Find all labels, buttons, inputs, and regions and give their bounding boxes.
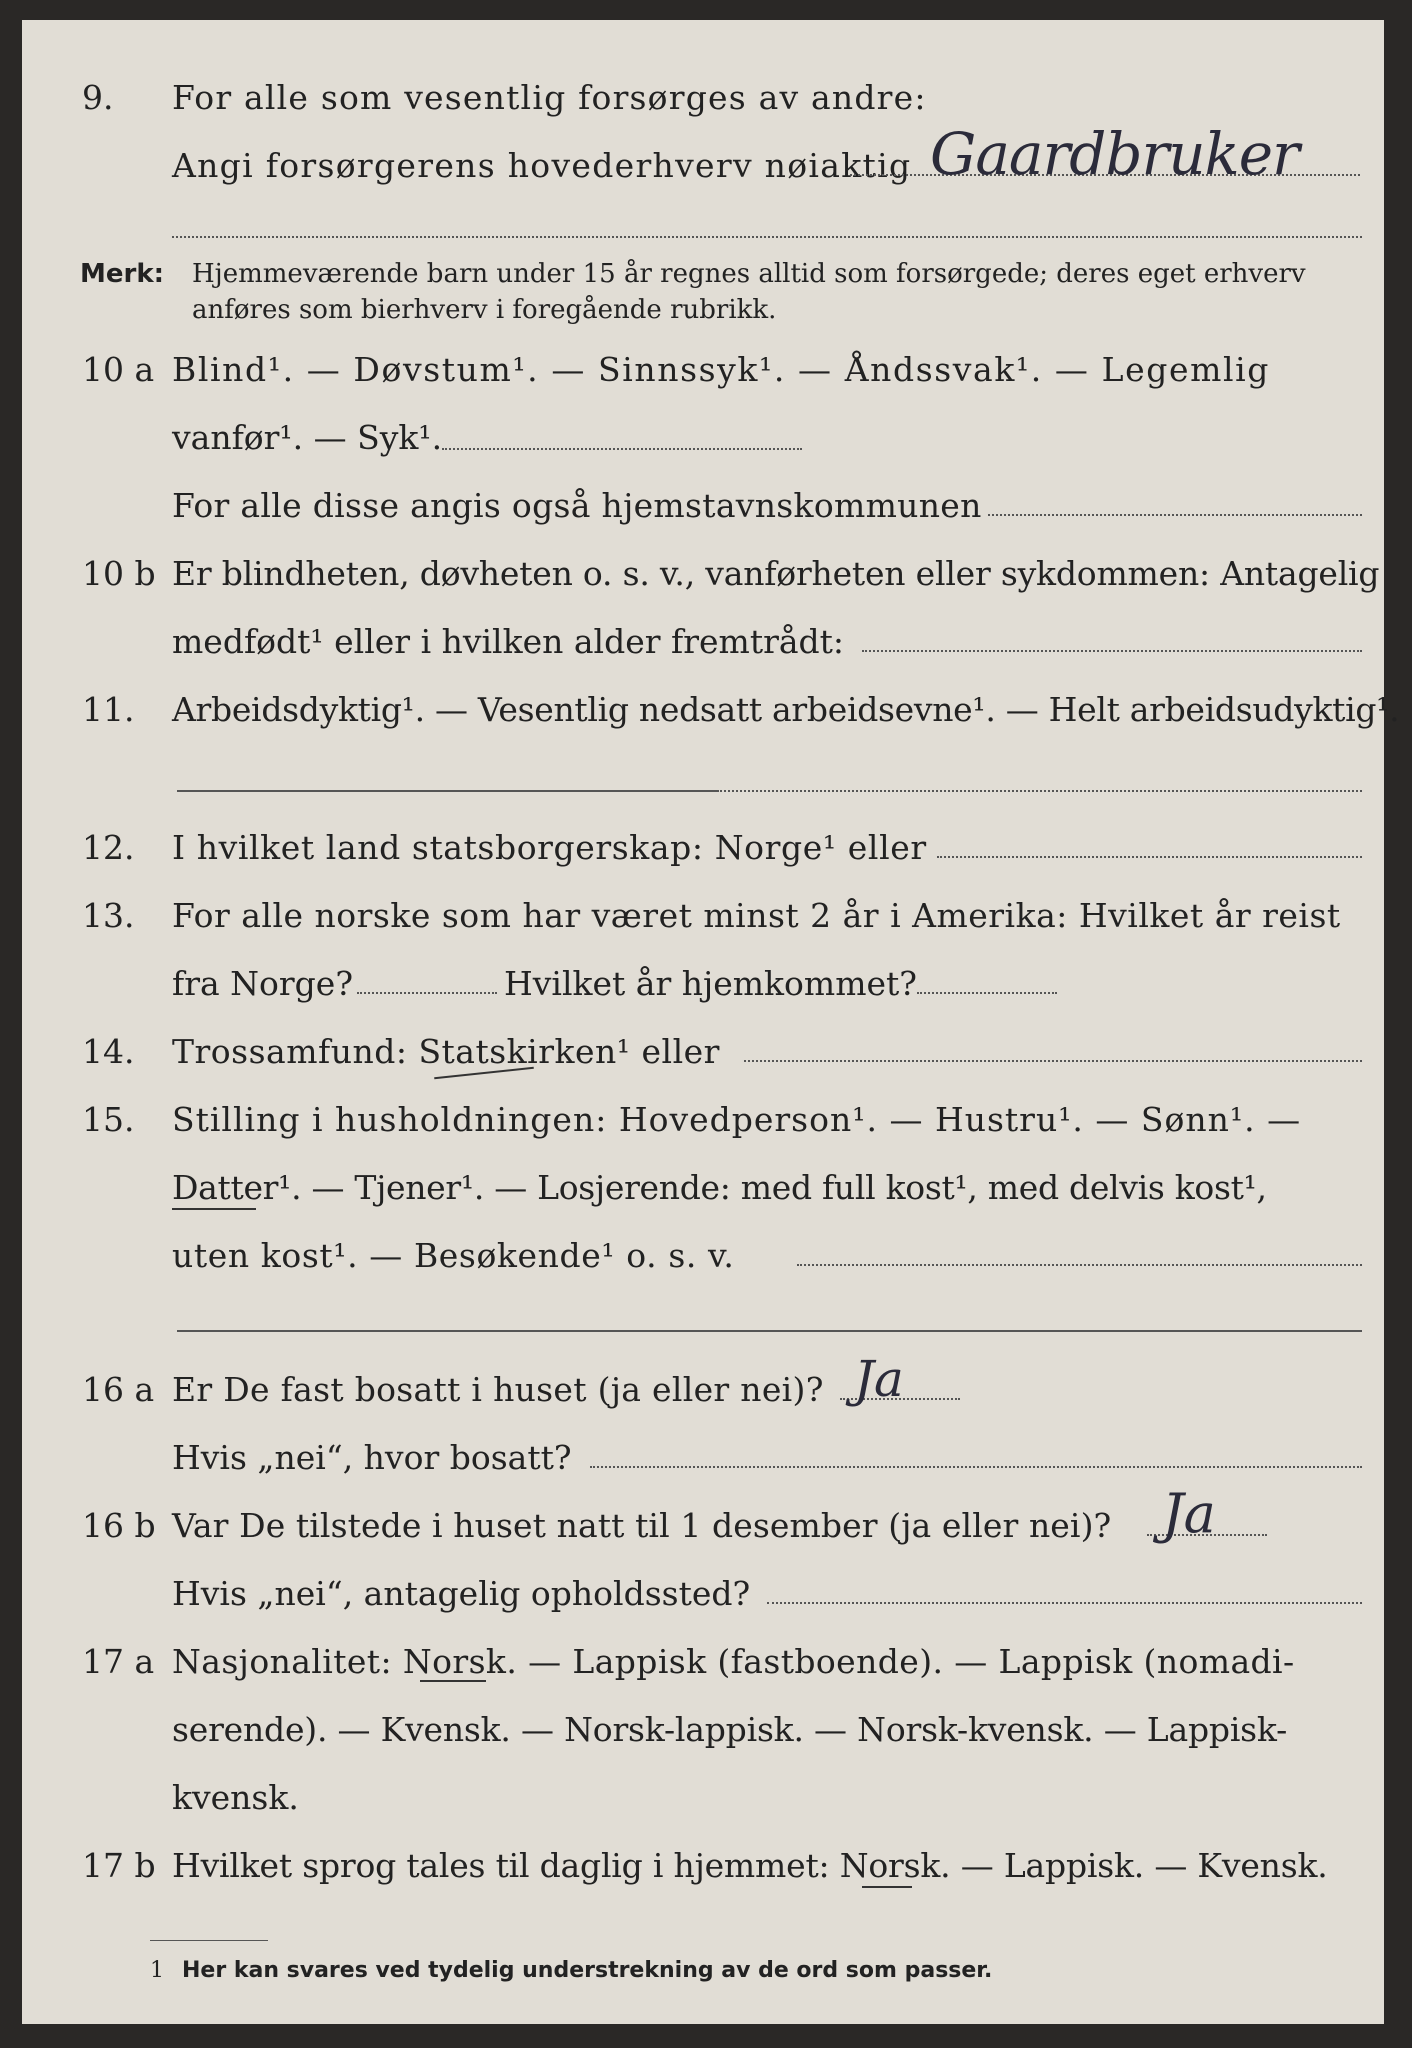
q13-number: 13.	[82, 896, 135, 935]
q15-number: 15.	[82, 1100, 135, 1139]
q11-line1: Arbeidsdyktig¹. — Vesentlig nedsatt arbeidsevne¹. — Helt arbeidsudyktig¹.	[172, 690, 1400, 729]
q16b-number: 16 b	[82, 1506, 156, 1545]
q15-line3: uten kost¹. — Besøkende¹ o. s. v.	[172, 1236, 735, 1275]
q11-rule-left	[177, 790, 717, 792]
q13-line2a: fra Norge?	[172, 964, 354, 1003]
q17b-number: 17 b	[82, 1846, 156, 1885]
q16a-handwritten-answer: Ja	[854, 1350, 904, 1408]
q10a-line3: For alle disse angis også hjemstavnskommunen	[172, 486, 982, 525]
q9-number: 9.	[82, 78, 114, 117]
q12-number: 12.	[82, 828, 135, 867]
q10b-number: 10 b	[82, 554, 156, 593]
q10b-line1: Er blindheten, døvheten o. s. v., vanførheten eller sykdommen: Antagelig	[172, 554, 1380, 593]
q16a-location-line	[590, 1466, 1362, 1468]
q16a-number: 16 a	[82, 1370, 155, 1409]
q9-continuation-line	[172, 236, 1362, 238]
q16a-line1: Er De fast bosatt i huset (ja eller nei)?	[172, 1370, 824, 1409]
q13-line1: For alle norske som har været minst 2 år i Amerika: Hvilket år reist	[172, 896, 1341, 935]
q13-return-year-line	[917, 992, 1057, 994]
q16b-line2: Hvis „nei“, antagelig opholdssted?	[172, 1574, 751, 1613]
q17b-line1: Hvilket sprog tales til daglig i hjemmet: Norsk. — Lappisk. — Kvensk.	[172, 1846, 1328, 1885]
q9-line2: Angi forsørgerens hovederhverv nøiaktig	[172, 146, 912, 185]
q15-answer-line	[797, 1264, 1362, 1266]
q15-line1: Stilling i husholdningen: Hovedperson¹. — Hustru¹. — Sønn¹. —	[172, 1100, 1302, 1139]
q11-rule-right	[717, 790, 1362, 792]
q15-rule	[177, 1330, 1362, 1332]
merk-line1: Hjemmeværende barn under 15 år regnes alltid som forsørgede; deres eget erhverv	[192, 259, 1306, 289]
q15-underline-datter	[172, 1208, 256, 1210]
census-form-page	[22, 20, 1400, 2024]
q17a-line2: serende). — Kvensk. — Norsk-lappisk. — Norsk-kvensk. — Lappisk-	[172, 1710, 1288, 1749]
q15-line2: Datter¹. — Tjener¹. — Losjerende: med full kost¹, med delvis kost¹,	[172, 1168, 1267, 1207]
q10b-line2: medfødt¹ eller i hvilken alder fremtrådt:	[172, 622, 845, 661]
q13-line2b: Hvilket år hjemkommet?	[504, 964, 917, 1003]
q16b-line1: Var De tilstede i huset natt til 1 desember (ja eller nei)?	[172, 1506, 1112, 1545]
q13-left-year-line	[357, 992, 497, 994]
q10a-number: 10 a	[82, 350, 155, 389]
q10b-answer-line	[862, 650, 1362, 652]
q17a-line3: kvensk.	[172, 1778, 299, 1817]
q17a-number: 17 a	[82, 1642, 155, 1681]
footnote-rule	[150, 1940, 268, 1941]
q16b-location-line	[767, 1602, 1362, 1604]
footnote-mark: 1	[150, 1958, 164, 1983]
q9-handwritten-answer: Gaardbruker	[930, 120, 1299, 188]
q11-number: 11.	[82, 690, 135, 729]
footnote-text: Her kan svares ved tydelig understrekning av de ord som passer.	[182, 1958, 993, 1983]
q12-line1: I hvilket land statsborgerskap: Norge¹ eller	[172, 828, 927, 867]
merk-line2: anføres som bierhverv i foregående rubrikk.	[192, 295, 777, 325]
q12-answer-line	[937, 856, 1362, 858]
q14-line1: Trossamfund: Statskirken¹ eller	[172, 1032, 720, 1071]
q16b-handwritten-answer: Ja	[1162, 1482, 1216, 1545]
merk-label: Merk:	[80, 259, 165, 289]
q10a-hometown-line	[988, 514, 1362, 516]
q9-line1: For alle som vesentlig forsørges av andre:	[172, 78, 927, 117]
q14-answer-line	[744, 1060, 1362, 1062]
q10a-line2: vanfør¹. — Syk¹.	[172, 418, 443, 457]
q16a-line2: Hvis „nei“, hvor bosatt?	[172, 1438, 572, 1477]
q10a-line1: Blind¹. — Døvstum¹. — Sinnssyk¹. — Åndssvak¹. — Legemlig	[172, 350, 1271, 389]
q10a-answer-line	[442, 448, 802, 450]
q14-number: 14.	[82, 1032, 135, 1071]
q17a-underline-norsk	[420, 1680, 486, 1682]
q17a-line1: Nasjonalitet: Norsk. — Lappisk (fastboende). — Lappisk (nomadi-	[172, 1642, 1295, 1681]
q17b-underline-norsk	[862, 1886, 912, 1888]
